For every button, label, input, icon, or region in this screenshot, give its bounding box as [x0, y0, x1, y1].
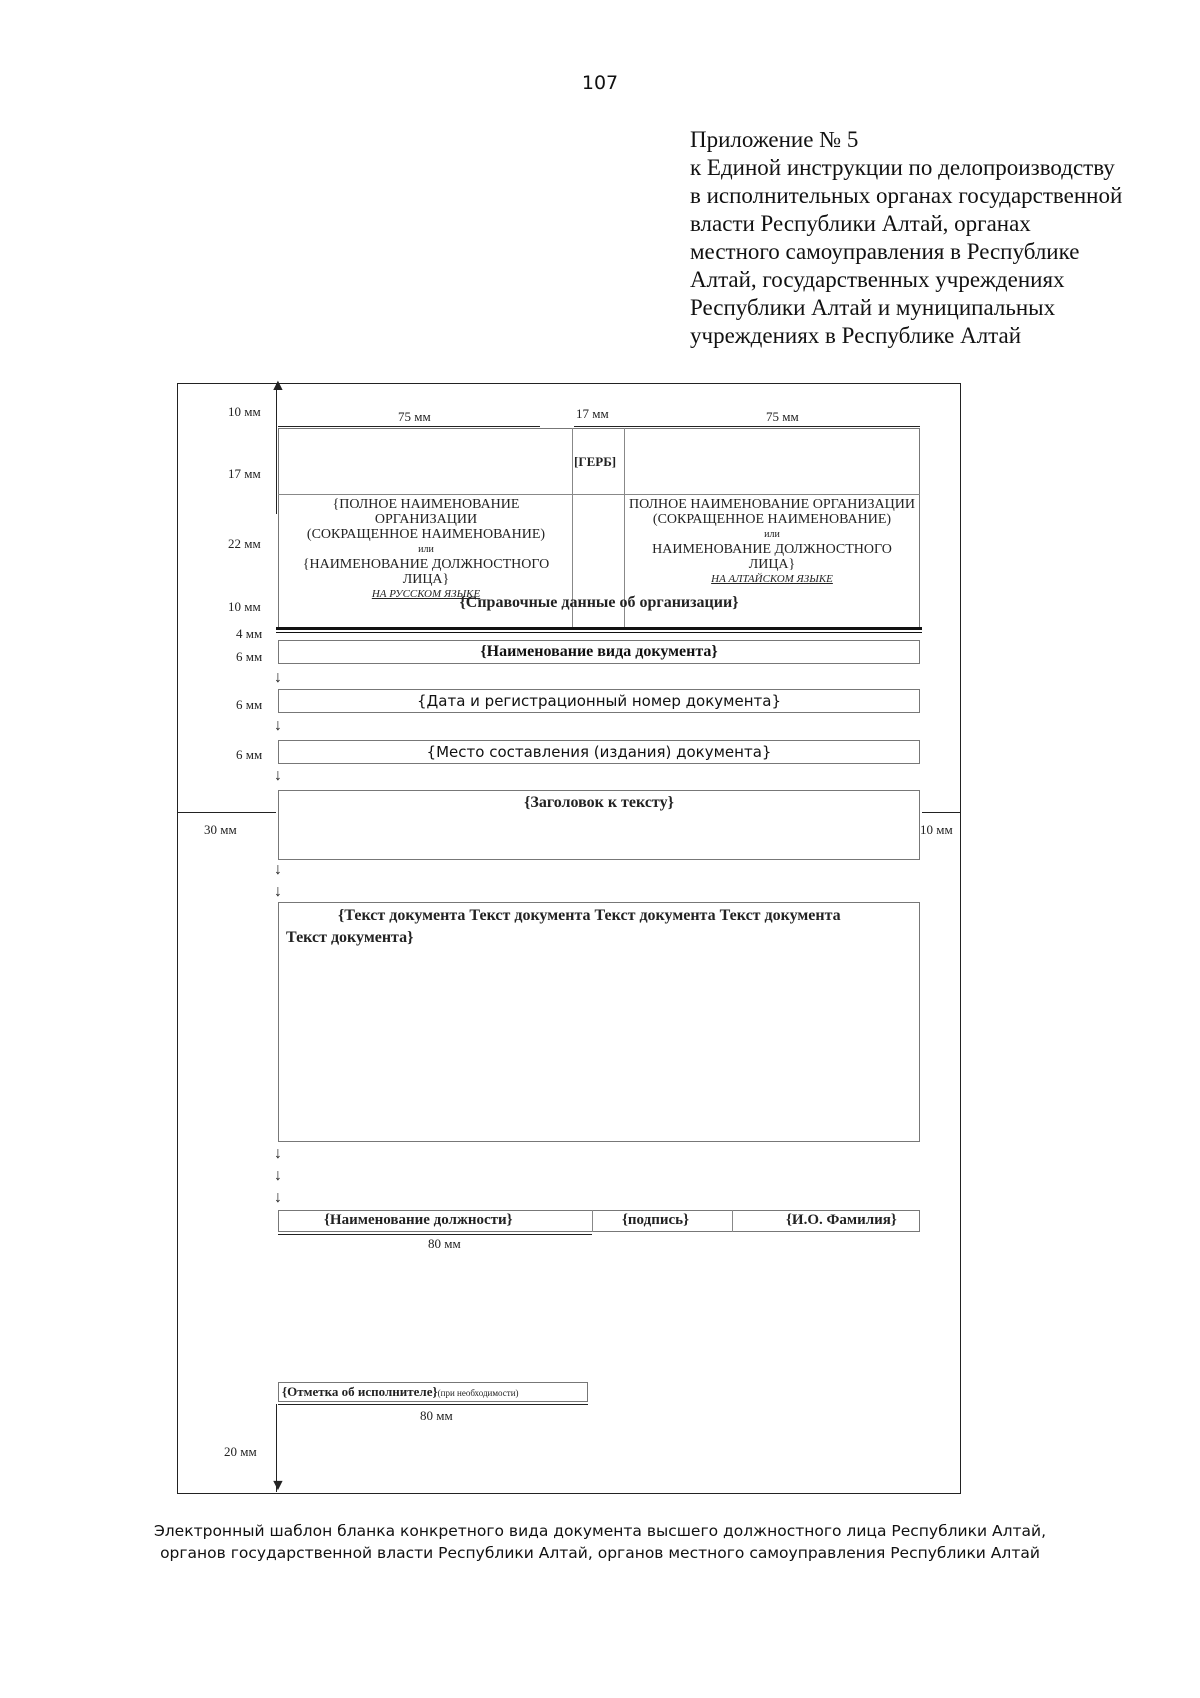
appendix-title: Приложение № 5: [690, 127, 859, 152]
dim-executor-width: 80 мм: [420, 1408, 453, 1423]
dim-line: [278, 1404, 588, 1405]
arrow-down-icon: ↓: [274, 1145, 282, 1162]
dim-header-h: 17 мм: [228, 466, 261, 481]
emblem-placeholder: [ГЕРБ]: [574, 454, 617, 469]
dim-line: [278, 426, 540, 427]
dim-org-h: 22 мм: [228, 536, 261, 551]
dim-bottom-margin: 20 мм: [224, 1444, 257, 1459]
doc-type-field: {Наименование вида документа}: [278, 640, 920, 664]
dim-left-margin: 30 мм: [204, 822, 237, 837]
arrow-down-icon: ↓: [274, 883, 282, 900]
arrow-down-icon: ↓: [274, 717, 282, 734]
position-title: {Наименование должности}: [324, 1212, 513, 1228]
dim-col-left: 75 мм: [398, 409, 431, 424]
arrow-down-icon: ↓: [274, 1189, 282, 1206]
arrow-down-icon: ↓: [274, 1167, 282, 1184]
body-text-line: {Текст документа Текст документа Текст документа Текст документа: [338, 907, 841, 924]
page-number: 107: [581, 72, 619, 94]
arrow-down-icon: ↓: [274, 767, 282, 784]
dim-col-right: 75 мм: [766, 409, 799, 424]
place-field: {Место составления (издания) документа}: [278, 740, 920, 764]
dim-date-h: 6 мм: [236, 697, 263, 712]
appendix-line: Алтай, государственных учреждениях: [690, 267, 1065, 292]
margin-line-right: [922, 812, 960, 813]
appendix-line: к Единой инструкции по делопроизводству: [690, 155, 1115, 180]
date-reg-field: {Дата и регистрационный номер документа}: [278, 689, 920, 713]
dim-ref-h: 10 мм: [228, 599, 261, 614]
arrow-down-icon: ▼: [270, 1477, 286, 1494]
appendix-block: [690, 126, 1190, 350]
margin-line-left: [178, 812, 276, 813]
reference-data: {Справочные данные об организации}: [459, 594, 739, 611]
org-name-alt: ПОЛНОЕ НАИМЕНОВАНИЕ ОРГАНИЗАЦИИ (СОКРАЩЕННОЕ НАИМЕНОВАНИЕ) или НАИМЕНОВАНИЕ ДОЛЖНОСТНОГО ЛИЦА} НА АЛТАЙСКОМ ЯЗЫКЕ: [629, 497, 915, 585]
org-name-ru: {ПОЛНОЕ НАИМЕНОВАНИЕ ОРГАНИЗАЦИИ (СОКРАЩЕННОЕ НАИМЕНОВАНИЕ) или {НАИМЕНОВАНИЕ ДОЛЖНОСТНОГО ЛИЦА} НА РУССКОМ ЯЗЫКЕ: [302, 497, 550, 600]
grid-divider: [592, 1210, 593, 1232]
dim-sign-width: 80 мм: [428, 1236, 461, 1251]
thick-divider: [276, 627, 922, 630]
arrow-down-icon: ↓: [274, 861, 282, 878]
dim-line: [614, 426, 920, 427]
caption: Электронный шаблон бланка конкретного вида документа высшего должностного лица Республики Алтай, органов государственной власти Республики Алтай, органов местного самоуправления Республики Алтай: [153, 1522, 1047, 1562]
vertical-guide: [276, 384, 277, 514]
dim-line-gap: 4 мм: [236, 626, 263, 641]
appendix-line: учреждениях в Республике Алтай: [690, 323, 1022, 348]
arrow-up-icon: ▲: [270, 377, 286, 394]
template-sheet: [177, 377, 961, 1494]
body-text-line: Текст документа}: [286, 929, 414, 946]
dim-col-mid: 17 мм: [576, 406, 609, 421]
appendix-line: Республики Алтай и муниципальных: [690, 295, 1056, 320]
executor-mark: {Отметка об исполнителе}(при необходимости): [282, 1384, 519, 1399]
appendix-line: в исполнительных органах государственной: [690, 183, 1123, 208]
signature-placeholder: {подпись}: [622, 1212, 689, 1228]
full-name: {И.О. Фамилия}: [786, 1212, 897, 1228]
dim-place-h: 6 мм: [236, 747, 263, 762]
appendix-line: власти Республики Алтай, органах: [690, 211, 1031, 236]
dim-top-margin: 10 мм: [228, 404, 261, 419]
dim-right-margin: 10 мм: [920, 822, 953, 837]
appendix-line: местного самоуправления в Республике: [690, 239, 1080, 264]
grid-divider: [732, 1210, 733, 1232]
dim-line: [278, 1234, 592, 1235]
heading-text: {Заголовок к тексту}: [524, 794, 674, 811]
arrow-down-icon: ↓: [274, 669, 282, 686]
thin-divider: [276, 632, 922, 633]
grid-row-divider: [278, 494, 920, 495]
dim-doc-type-h: 6 мм: [236, 649, 263, 664]
